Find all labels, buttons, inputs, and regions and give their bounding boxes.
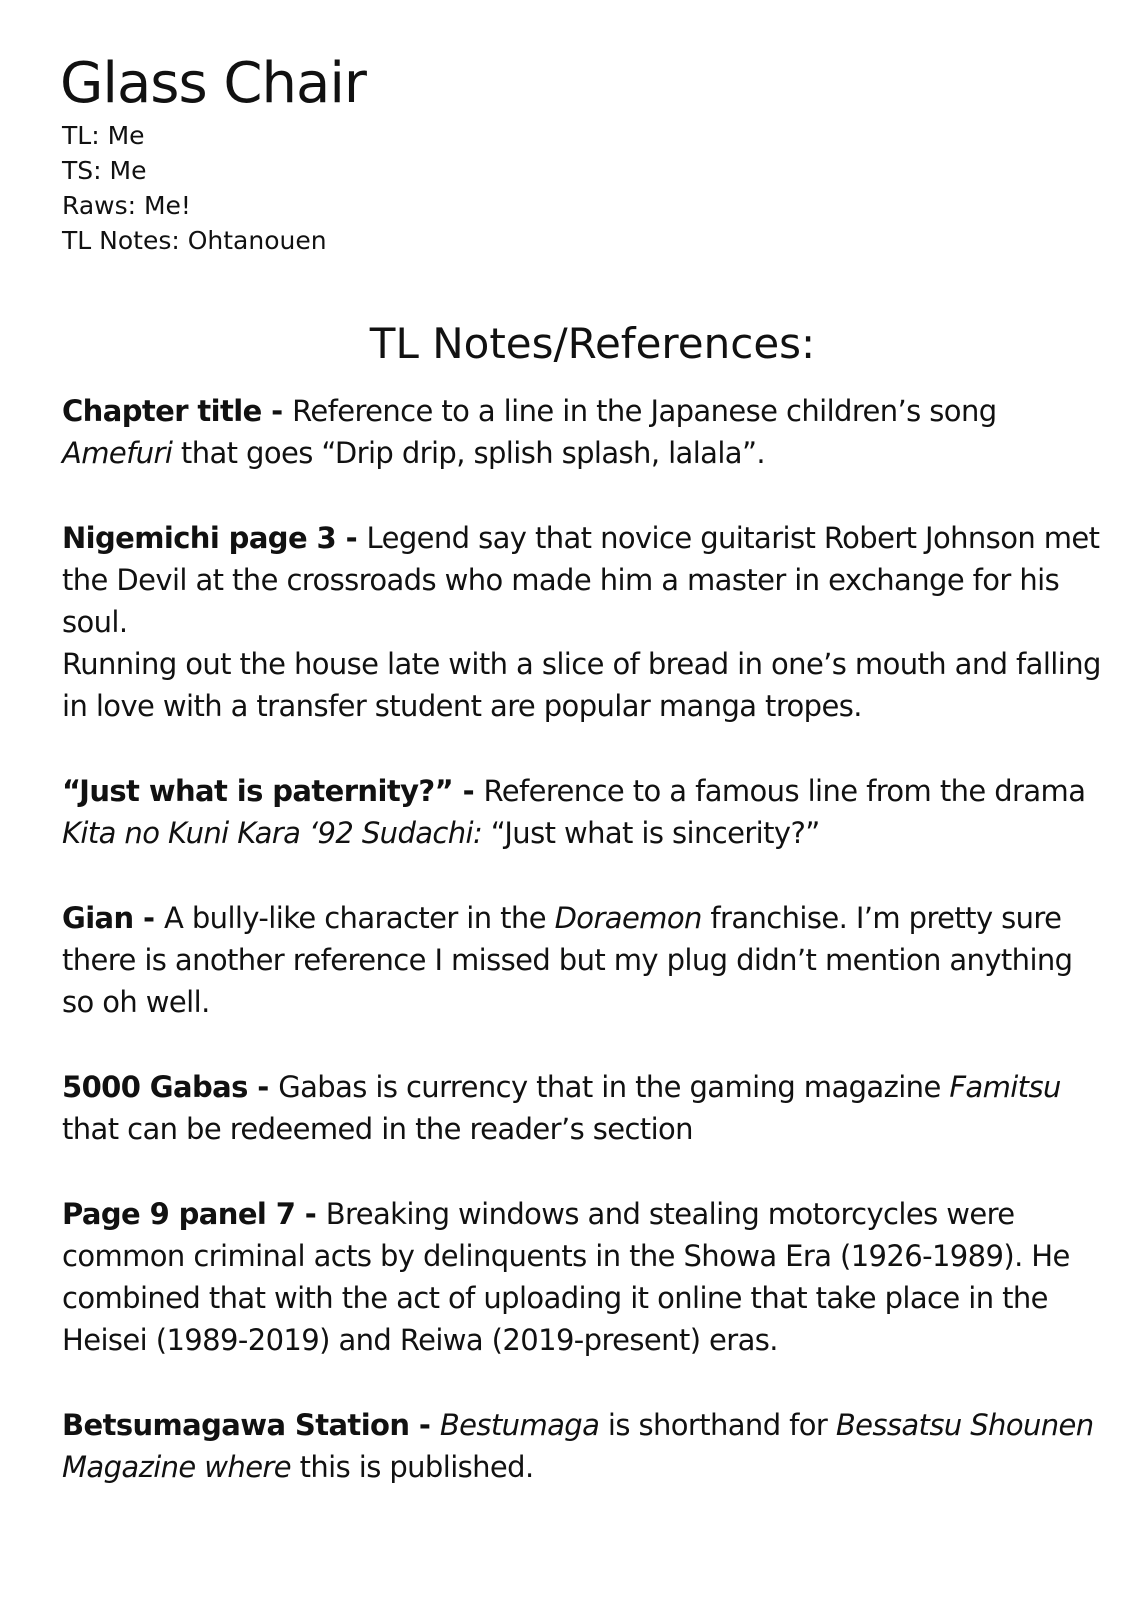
notes-heading: TL Notes/References:: [369, 319, 816, 368]
note-paragraph: [62, 390, 1102, 474]
page-title: Glass Chair: [60, 51, 366, 116]
note-term: Nigemichi page 3: [62, 521, 337, 555]
note-paragraph: [62, 1193, 1102, 1361]
note-text: that can be redeemed in the reader’s section: [62, 1112, 693, 1146]
note-text: “Just what is sincerity?”: [482, 816, 820, 850]
note-entry: [62, 770, 1102, 854]
note-title-italic: Amefuri: [62, 436, 173, 470]
note-term: Page 9 panel 7: [62, 1197, 296, 1231]
note-separator: -: [409, 1408, 440, 1442]
note-term: Chapter title: [62, 394, 262, 428]
note-entry: [62, 517, 1102, 727]
note-title-italic: Bessatsu Shounen Magazine where: [62, 1408, 1094, 1484]
note-term: Gian: [62, 901, 134, 935]
note-text: Gabas is currency that in the gaming magazine: [278, 1070, 950, 1104]
note-text: Legend say that novice guitarist Robert Johnson met the Devil at the crossroads who made him a master in exchange for his soul.: [62, 521, 1100, 639]
note-term: 5000 Gabas: [62, 1070, 248, 1104]
note-text: Breaking windows and stealing motorcycles were common criminal acts by delinquents in the Showa Era (1926-1989). He combined that with the act of uploading it online that take place in the Heisei (1989-2019) and Reiwa (2019-present) eras.: [62, 1197, 1070, 1357]
notes-list: [62, 390, 1102, 1531]
note-text: is shorthand for: [599, 1408, 836, 1442]
note-term: “Just what is paternity?”: [62, 774, 454, 808]
note-text: A bully-like character in the: [164, 901, 555, 935]
credit-line: TL Notes: Ohtanouen: [62, 226, 327, 255]
note-separator: -: [261, 394, 293, 428]
note-text: that goes “Drip drip, splish splash, lalala”.: [172, 436, 765, 470]
note-separator: -: [453, 774, 484, 808]
note-paragraph: [62, 897, 1102, 1023]
credit-line: TS: Me: [62, 156, 147, 185]
note-text: franchise. I’m pretty sure there is another reference I missed but my plug didn’t mention anything so oh well.: [62, 901, 1073, 1019]
note-entry: [62, 1066, 1102, 1150]
credits-list: [62, 118, 327, 258]
note-entry: [62, 897, 1102, 1023]
note-term: Betsumagawa Station: [62, 1408, 410, 1442]
note-text: Running out the house late with a slice of bread in one’s mouth and falling in love with a transfer student are popular manga tropes.: [62, 647, 1101, 723]
note-title-italic: Kita no Kuni Kara ‘92 Sudachi:: [62, 816, 483, 850]
note-paragraph: [62, 770, 1102, 854]
note-entry: [62, 390, 1102, 474]
note-title-italic: Doraemon: [554, 901, 702, 935]
note-text: Reference to a famous line from the drama: [483, 774, 1086, 808]
credit-line: TL: Me: [62, 121, 145, 150]
note-separator: -: [133, 901, 164, 935]
note-paragraph: [62, 517, 1102, 643]
note-separator: -: [247, 1070, 279, 1104]
note-entry: [62, 1193, 1102, 1361]
note-entry: [62, 1404, 1102, 1488]
note-title-italic: Bestumaga: [439, 1408, 600, 1442]
credit-line: Raws: Me!: [62, 191, 191, 220]
note-text: Reference to a line in the Japanese children’s song: [292, 394, 997, 428]
note-title-italic: Famitsu: [949, 1070, 1061, 1104]
note-separator: -: [295, 1197, 326, 1231]
note-paragraph: [62, 1066, 1102, 1150]
note-separator: -: [336, 521, 367, 555]
note-paragraph: [62, 1404, 1102, 1488]
note-paragraph: [62, 643, 1102, 727]
note-text: this is published.: [291, 1450, 534, 1484]
